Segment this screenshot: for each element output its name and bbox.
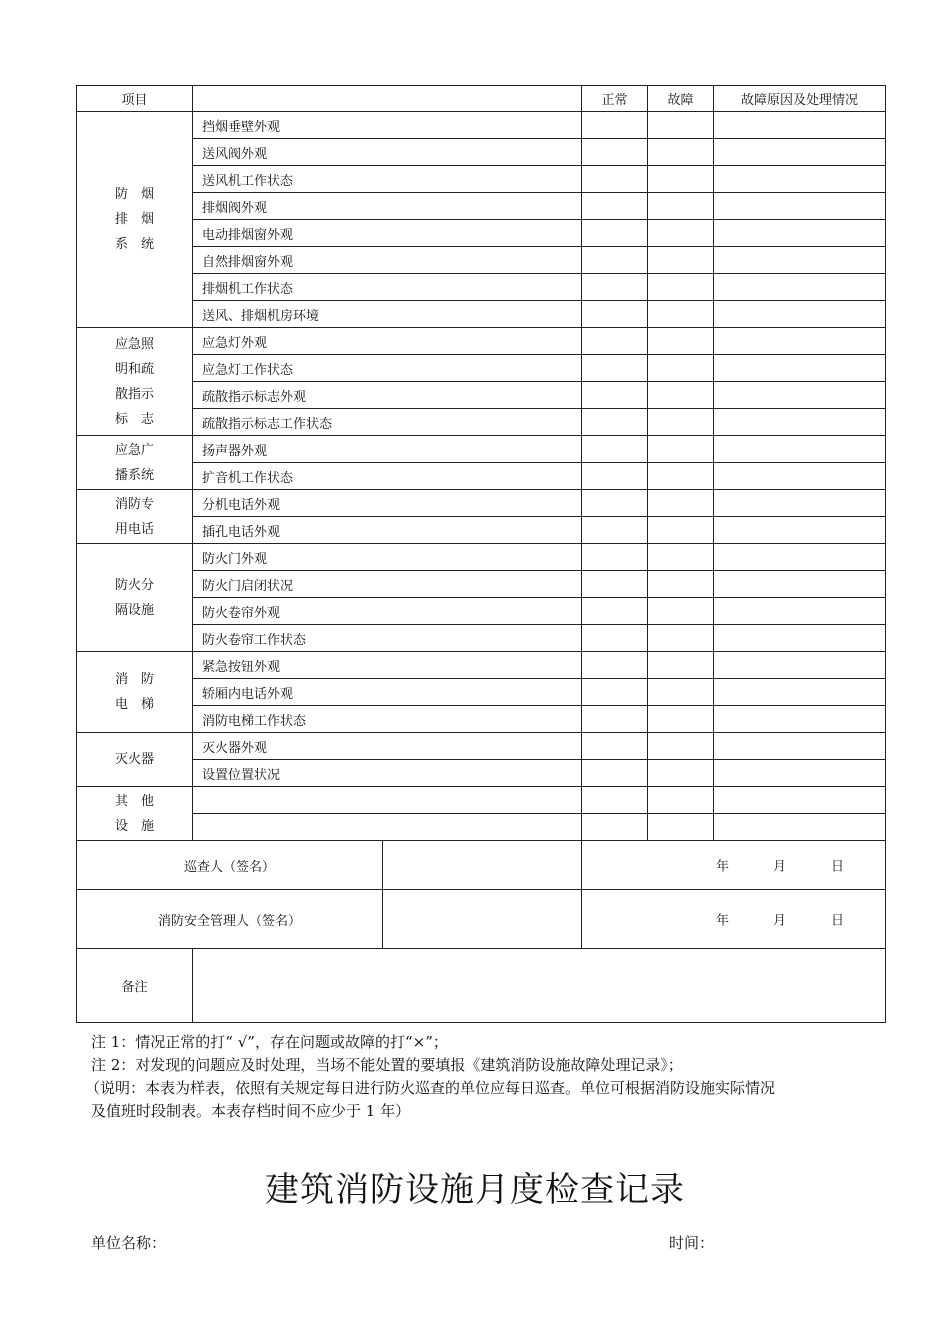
fault-cell[interactable] (648, 679, 714, 706)
daily-fire-inspection-table (76, 85, 886, 1023)
reason-cell[interactable] (714, 706, 886, 733)
normal-cell[interactable] (582, 787, 648, 814)
reason-cell[interactable] (714, 733, 886, 760)
normal-cell[interactable] (582, 706, 648, 733)
reason-cell[interactable] (714, 409, 886, 436)
normal-cell[interactable] (582, 328, 648, 355)
category-cell (77, 490, 193, 544)
normal-cell[interactable] (582, 436, 648, 463)
normal-cell[interactable] (582, 517, 648, 544)
table-row (77, 490, 886, 517)
time-label: 时间： (669, 1234, 715, 1252)
fault-cell[interactable] (648, 463, 714, 490)
category-cell (77, 112, 193, 328)
inspection-item: 排烟阀外观 (193, 193, 582, 220)
table-row (77, 139, 886, 166)
normal-cell[interactable] (582, 220, 648, 247)
fault-cell[interactable] (648, 409, 714, 436)
normal-cell[interactable] (582, 355, 648, 382)
table-row (77, 760, 886, 787)
category-label-line: 应急照 (114, 336, 154, 352)
header-project: 项目 (77, 86, 193, 112)
inspection-item: 防火卷帘外观 (193, 598, 582, 625)
table-body (77, 86, 886, 1023)
signature-row (77, 890, 886, 949)
inspection-item: 消防电梯工作状态 (193, 706, 582, 733)
normal-cell[interactable] (582, 409, 648, 436)
normal-cell[interactable] (582, 490, 648, 517)
signature-label (77, 890, 582, 949)
signature-field[interactable] (582, 890, 886, 949)
table-row (77, 247, 886, 274)
normal-cell[interactable] (582, 112, 648, 139)
header-reason: 故障原因及处理情况 (714, 86, 886, 112)
normal-cell[interactable] (582, 274, 648, 301)
reason-cell[interactable] (714, 517, 886, 544)
inspection-item (193, 814, 582, 841)
fault-cell[interactable] (648, 382, 714, 409)
reason-cell[interactable] (714, 679, 886, 706)
category-label-line: 防火分 (114, 577, 154, 593)
inspection-item: 灭火器外观 (193, 733, 582, 760)
signature-row (77, 841, 886, 890)
fault-cell[interactable] (648, 112, 714, 139)
table-row (77, 598, 886, 625)
date-month-label: 月 (773, 859, 787, 875)
reason-cell[interactable] (714, 247, 886, 274)
normal-cell[interactable] (582, 652, 648, 679)
remarks-field[interactable] (193, 949, 886, 1023)
normal-cell[interactable] (582, 301, 648, 328)
fault-cell[interactable] (648, 328, 714, 355)
inspection-item: 扩音机工作状态 (193, 463, 582, 490)
fault-cell[interactable] (648, 355, 714, 382)
fault-cell[interactable] (648, 814, 714, 841)
reason-cell[interactable] (714, 760, 886, 787)
table-row (77, 301, 886, 328)
reason-cell[interactable] (714, 301, 886, 328)
inspection-item: 设置位置状况 (193, 760, 582, 787)
fault-cell[interactable] (648, 301, 714, 328)
fault-cell[interactable] (648, 625, 714, 652)
category-label-line: 播系统 (114, 467, 154, 483)
normal-cell[interactable] (582, 139, 648, 166)
normal-cell[interactable] (582, 544, 648, 571)
normal-cell[interactable] (582, 733, 648, 760)
table-row (77, 166, 886, 193)
reason-cell[interactable] (714, 328, 886, 355)
category-label-line: 用电话 (114, 521, 154, 537)
note-1: 注 1：情况正常的打“ √”，存在问题或故障的打“×”； (91, 1033, 448, 1051)
monthly-inspection-title: 建筑消防设施月度检查记录 (265, 1170, 685, 1210)
category-label-line: 标 志 (114, 411, 154, 427)
category-label-line: 消 防 (114, 672, 154, 687)
inspection-item: 分机电话外观 (193, 490, 582, 517)
signature-field[interactable] (582, 841, 886, 890)
fault-cell[interactable] (648, 571, 714, 598)
table-row (77, 733, 886, 760)
inspection-item: 挡烟垂壁外观 (193, 112, 582, 139)
table-row (77, 274, 886, 301)
normal-cell[interactable] (582, 625, 648, 652)
header-fault: 故障 (648, 86, 714, 112)
table-row (77, 382, 886, 409)
category-label-line: 消防专 (114, 496, 154, 512)
table-row (77, 193, 886, 220)
table-row (77, 679, 886, 706)
date-year-label: 年 (716, 859, 730, 875)
category-label-line: 系 统 (114, 237, 154, 252)
reason-cell[interactable] (714, 814, 886, 841)
fault-cell[interactable] (648, 247, 714, 274)
date-year-label: 年 (716, 913, 730, 929)
table-row (77, 220, 886, 247)
inspection-item: 防火门启闭状况 (193, 571, 582, 598)
category-label-line: 其 他 (114, 793, 154, 809)
date-month-label: 月 (773, 913, 787, 929)
normal-cell[interactable] (582, 814, 648, 841)
signature-divider (382, 890, 383, 948)
inspection-item: 插孔电话外观 (193, 517, 582, 544)
category-label-line: 防 烟 (114, 187, 154, 202)
category-label-line: 应急广 (114, 442, 154, 458)
inspection-item: 送风阀外观 (193, 139, 582, 166)
reason-cell[interactable] (714, 193, 886, 220)
table-row (77, 355, 886, 382)
table-row (77, 814, 886, 841)
reason-cell[interactable] (714, 112, 886, 139)
fault-cell[interactable] (648, 517, 714, 544)
header-blank (193, 86, 582, 112)
reason-cell[interactable] (714, 625, 886, 652)
fault-cell[interactable] (648, 436, 714, 463)
inspection-item: 应急灯外观 (193, 328, 582, 355)
header-row (77, 86, 886, 112)
fault-cell[interactable] (648, 706, 714, 733)
reason-cell[interactable] (714, 544, 886, 571)
table-row (77, 652, 886, 679)
inspection-item: 送风、排烟机房环境 (193, 301, 582, 328)
fault-cell[interactable] (648, 490, 714, 517)
remarks-label: 备注 (77, 949, 193, 1023)
reason-cell[interactable] (714, 436, 886, 463)
fault-cell[interactable] (648, 733, 714, 760)
inspection-item: 自然排烟窗外观 (193, 247, 582, 274)
notes-section (85, 1031, 881, 1123)
reason-cell[interactable] (714, 166, 886, 193)
table-row (77, 517, 886, 544)
category-cell (77, 652, 193, 733)
fault-cell[interactable] (648, 166, 714, 193)
reason-cell[interactable] (714, 652, 886, 679)
category-label-line: 隔设施 (114, 602, 154, 618)
normal-cell[interactable] (582, 166, 648, 193)
category-label-line: 设 施 (114, 818, 154, 834)
normal-cell[interactable] (582, 247, 648, 274)
inspection-item: 防火卷帘工作状态 (193, 625, 582, 652)
fault-cell[interactable] (648, 220, 714, 247)
fault-cell[interactable] (648, 139, 714, 166)
date-day-label: 日 (831, 913, 845, 929)
table-row (77, 625, 886, 652)
normal-cell[interactable] (582, 598, 648, 625)
inspection-item: 送风机工作状态 (193, 166, 582, 193)
header-normal: 正常 (582, 86, 648, 112)
reason-cell[interactable] (714, 139, 886, 166)
inspection-item: 疏散指示标志工作状态 (193, 409, 582, 436)
table-row (77, 544, 886, 571)
reason-cell[interactable] (714, 382, 886, 409)
reason-cell[interactable] (714, 571, 886, 598)
inspection-item: 电动排烟窗外观 (193, 220, 582, 247)
inspection-item: 应急灯工作状态 (193, 355, 582, 382)
fault-cell[interactable] (648, 787, 714, 814)
fault-cell[interactable] (648, 544, 714, 571)
normal-cell[interactable] (582, 193, 648, 220)
normal-cell[interactable] (582, 571, 648, 598)
normal-cell[interactable] (582, 679, 648, 706)
category-cell (77, 436, 193, 490)
explanation-line-2: 及值班时段制表。本表存档时间不应少于 1 年） (91, 1102, 411, 1120)
unit-name-label: 单位名称： (91, 1234, 167, 1252)
signature-label (77, 841, 582, 890)
fault-cell[interactable] (648, 193, 714, 220)
signature-divider (382, 841, 383, 889)
reason-cell[interactable] (714, 220, 886, 247)
category-label-line: 灭火器 (114, 752, 154, 767)
reason-cell[interactable] (714, 463, 886, 490)
reason-cell[interactable] (714, 787, 886, 814)
category-cell (77, 787, 193, 841)
inspection-item: 疏散指示标志外观 (193, 382, 582, 409)
table-row (77, 706, 886, 733)
table-row (77, 436, 886, 463)
remarks-row (77, 949, 886, 1023)
explanation-line-1: （说明：本表为样表，依照有关规定每日进行防火巡查的单位应每日巡查。单位可根据消防设施实际情况 (85, 1079, 776, 1097)
inspection-item (193, 787, 582, 814)
fault-cell[interactable] (648, 274, 714, 301)
category-cell (77, 733, 193, 787)
table-row (77, 409, 886, 436)
table-row (77, 571, 886, 598)
inspection-item: 扬声器外观 (193, 436, 582, 463)
category-cell (77, 328, 193, 436)
normal-cell[interactable] (582, 463, 648, 490)
category-label-line: 明和疏 (114, 361, 154, 377)
category-cell (77, 544, 193, 652)
note-2: 注 2：对发现的问题应及时处理，当场不能处置的要填报《建筑消防设施故障处理记录》； (91, 1056, 683, 1074)
inspection-item: 紧急按钮外观 (193, 652, 582, 679)
signature-label-text: 消防安全管理人（签名） (157, 913, 301, 929)
fault-cell[interactable] (648, 598, 714, 625)
table-row (77, 787, 886, 814)
reason-cell[interactable] (714, 355, 886, 382)
signature-label-text: 巡查人（签名） (183, 859, 275, 875)
fault-cell[interactable] (648, 760, 714, 787)
category-label-line: 排 烟 (114, 212, 154, 227)
date-parts (705, 841, 885, 889)
inspection-item: 轿厢内电话外观 (193, 679, 582, 706)
normal-cell[interactable] (582, 760, 648, 787)
date-day-label: 日 (831, 859, 845, 875)
reason-cell[interactable] (714, 274, 886, 301)
normal-cell[interactable] (582, 382, 648, 409)
date-parts (705, 890, 885, 948)
inspection-item: 防火门外观 (193, 544, 582, 571)
table-row (77, 112, 886, 139)
fault-cell[interactable] (648, 652, 714, 679)
table-row (77, 328, 886, 355)
category-label-line: 电 梯 (114, 697, 154, 712)
reason-cell[interactable] (714, 598, 886, 625)
category-label-line: 散指示 (114, 386, 154, 402)
reason-cell[interactable] (714, 490, 886, 517)
inspection-item: 排烟机工作状态 (193, 274, 582, 301)
table-row (77, 463, 886, 490)
